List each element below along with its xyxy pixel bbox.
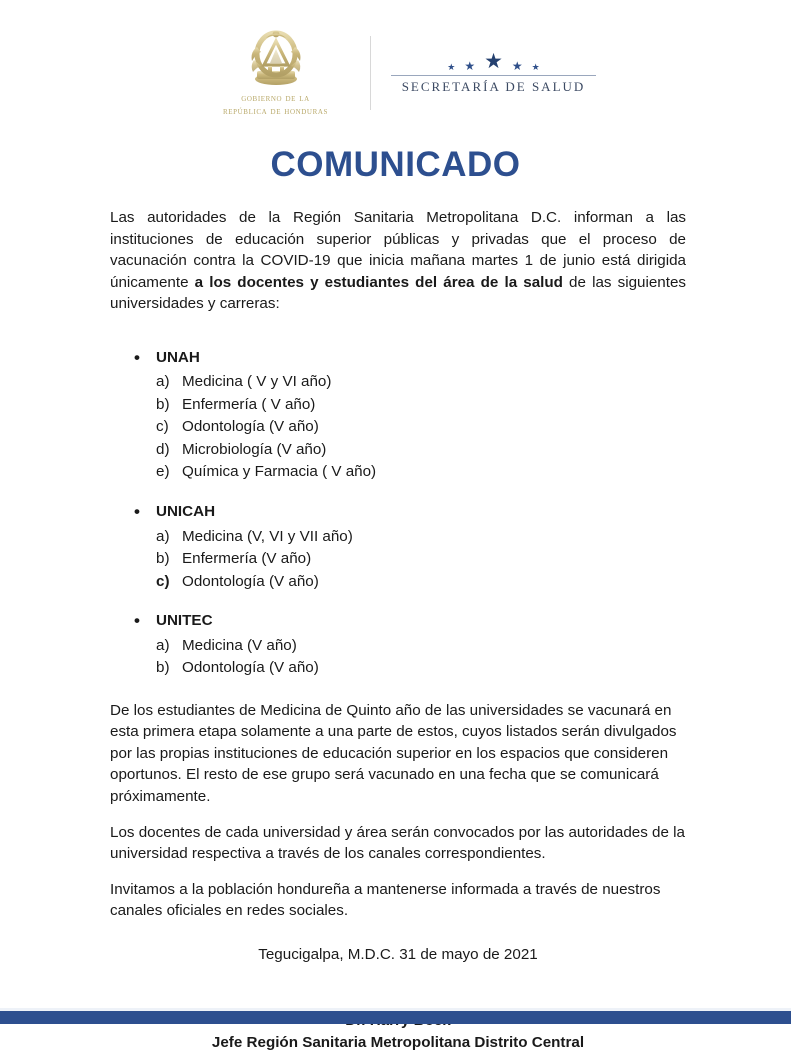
career-marker: c) bbox=[156, 572, 170, 590]
footer-bar bbox=[0, 1011, 791, 1024]
header-divider bbox=[370, 36, 371, 110]
government-logo-caption-line2: república de honduras bbox=[223, 105, 328, 117]
intro-text-bold: a los docentes y estudiantes del área de la salud bbox=[194, 273, 563, 291]
list-top-spacer bbox=[110, 329, 686, 347]
career-text: Microbiología (V año) bbox=[182, 440, 327, 458]
list-item bbox=[110, 635, 686, 658]
list-item bbox=[110, 461, 686, 484]
paragraph-invitacion: Invitamos a la población hondureña a mantenerse informada a través de nuestros canales oficiales en redes sociales. bbox=[110, 880, 661, 920]
ministry-logo-rule bbox=[391, 75, 596, 76]
star-icon-2: ★ bbox=[464, 59, 476, 73]
list-item bbox=[110, 394, 686, 417]
career-marker: b) bbox=[156, 659, 170, 677]
government-logo-caption bbox=[223, 93, 328, 118]
document-header bbox=[0, 0, 791, 117]
honduras-coat-of-arms-icon bbox=[244, 27, 308, 89]
career-text: Odontología (V año) bbox=[182, 659, 319, 677]
career-text: Odontología (V año) bbox=[182, 572, 319, 590]
list-item bbox=[110, 610, 686, 680]
career-marker: d) bbox=[156, 440, 170, 458]
government-logo-caption-line1: gobierno de la bbox=[241, 93, 310, 105]
career-marker: a) bbox=[156, 527, 170, 545]
career-text: Medicina ( V y VI año) bbox=[182, 373, 332, 391]
career-text: Enfermería ( V año) bbox=[182, 395, 316, 413]
career-text: Enfermería (V año) bbox=[182, 550, 312, 568]
paragraph-medicine-quinto: De los estudiantes de Medicina de Quinto año de las universidades se vacunará en esta primera etapa solamente a una parte de estos, cuyos listados serán divulgados por las propias instituciones de educación superior en los espacios que consideren oportunos. El resto de ese grupo será vacunado en una fecha que se comunicará próximamente. bbox=[110, 701, 677, 805]
university-list bbox=[110, 347, 686, 680]
ministry-logo bbox=[391, 50, 596, 95]
intro-text-part1: Las autoridades de la Región Sanitaria Metropolitana D.C. informan a las instituciones de educación superior públicas y privadas que el proceso de vacunación contra la COVID-19 que inicia mañana martes 1 de junio está dirigida únicamente bbox=[110, 209, 686, 291]
star-icon-5: ★ bbox=[531, 62, 540, 72]
career-list bbox=[110, 526, 686, 594]
career-text: Química y Farmacia ( V año) bbox=[182, 463, 377, 481]
career-marker: a) bbox=[156, 636, 170, 654]
list-item bbox=[110, 439, 686, 462]
government-logo bbox=[195, 27, 370, 118]
career-list bbox=[110, 371, 686, 484]
university-name: • UNAH bbox=[110, 347, 686, 369]
career-text: Medicina (V año) bbox=[182, 636, 297, 654]
list-item bbox=[110, 501, 686, 593]
list-bottom-spacer bbox=[110, 680, 686, 700]
career-list bbox=[110, 635, 686, 680]
star-icon-4: ★ bbox=[511, 59, 523, 73]
list-item bbox=[110, 548, 686, 571]
list-item bbox=[110, 416, 686, 439]
page-title: COMUNICADO bbox=[270, 145, 521, 184]
star-icon-1: ★ bbox=[447, 62, 456, 72]
document-body bbox=[0, 207, 791, 1054]
list-item bbox=[110, 371, 686, 394]
career-text: Medicina (V, VI y VII año) bbox=[182, 527, 353, 545]
intro-paragraph bbox=[110, 207, 686, 315]
list-item bbox=[110, 347, 686, 484]
date-line: Tegucigalpa, M.D.C. 31 de mayo de 2021 bbox=[258, 945, 538, 963]
career-text: Odontología (V año) bbox=[182, 418, 319, 436]
career-marker: a) bbox=[156, 373, 170, 391]
career-marker: e) bbox=[156, 463, 170, 481]
universities-section bbox=[110, 347, 686, 680]
intro-text-part2: de las siguientes universidades y carreras: bbox=[110, 273, 687, 313]
five-stars-icon bbox=[447, 50, 540, 72]
list-item bbox=[110, 526, 686, 549]
list-item bbox=[110, 657, 686, 680]
list-item bbox=[110, 571, 686, 594]
university-name: • UNITEC bbox=[110, 610, 686, 632]
ministry-name: SECRETARÍA DE SALUD bbox=[401, 79, 586, 94]
paragraph-docentes: Los docentes de cada universidad y área serán convocados por las autoridades de la universidad respectiva a través de los canales correspondientes. bbox=[110, 823, 685, 863]
university-name: • UNICAH bbox=[110, 501, 686, 523]
career-marker: b) bbox=[156, 550, 170, 568]
signatory-position: Jefe Región Sanitaria Metropolitana Distrito Central bbox=[211, 1034, 585, 1052]
star-icon-3: ★ bbox=[484, 50, 503, 73]
career-marker: b) bbox=[156, 395, 170, 413]
career-marker: c) bbox=[156, 418, 169, 436]
